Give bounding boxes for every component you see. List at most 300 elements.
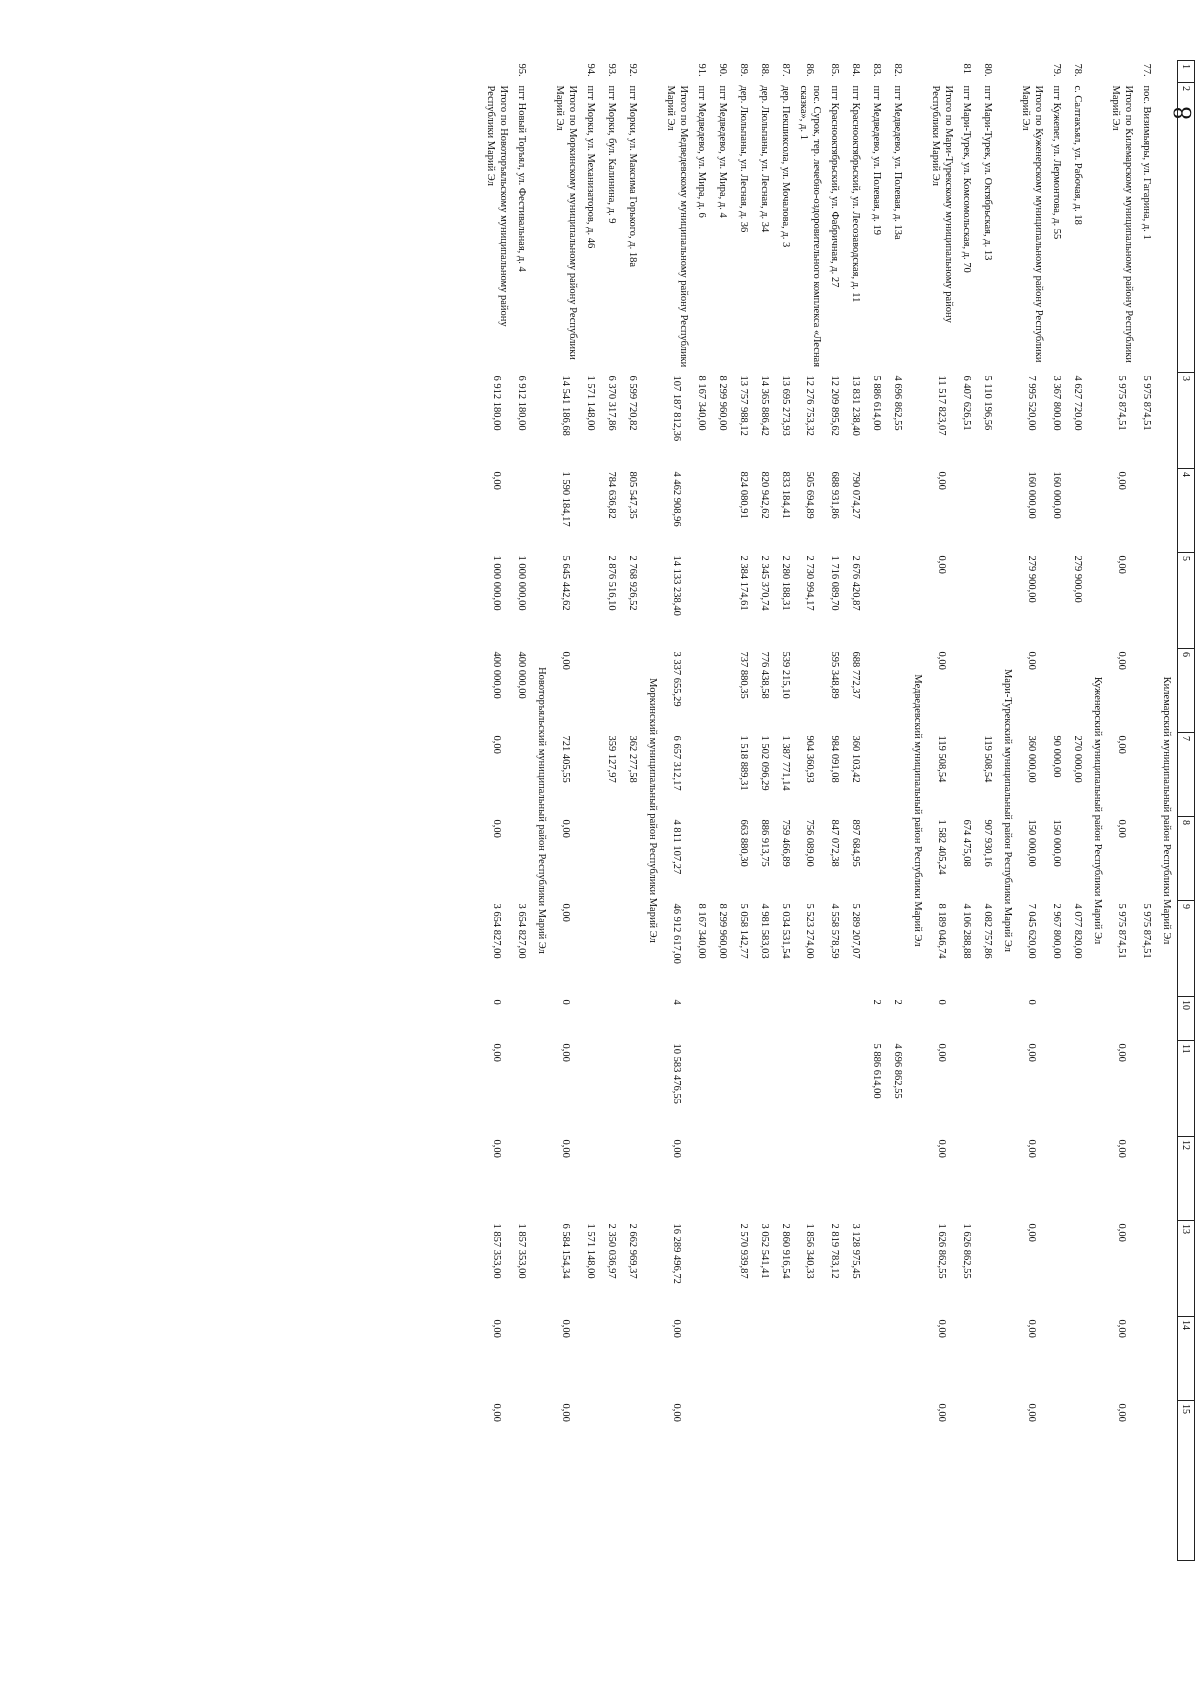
value-cell-col-3: 13 757 988,12	[738, 375, 749, 436]
district-total-row	[1018, 61, 1046, 1561]
table-row	[580, 61, 601, 1561]
value-cell-col-5: 279 900,00	[1072, 555, 1083, 603]
district-heading-row	[1088, 61, 1108, 1561]
value-cell-col-13: 3 052 541,41	[759, 1223, 770, 1279]
table-row	[601, 61, 622, 1561]
value-cell-col-10	[1067, 997, 1088, 1041]
value-cell-col-4: 160 000,00	[1051, 471, 1062, 519]
header-col-14: 14	[1178, 1317, 1195, 1401]
value-cell-col-14	[866, 1317, 887, 1401]
value-cell-col-14: 0,00	[1026, 1319, 1038, 1338]
value-cell-col-6: 595 348,89	[829, 651, 840, 699]
value-cell-col-14: 0,00	[491, 1319, 503, 1338]
value-cell-col-8	[1067, 817, 1088, 901]
value-cell-col-11	[956, 1041, 977, 1137]
value-cell-col-4	[956, 469, 977, 553]
value-cell-col-8: 756 089,00	[804, 819, 816, 867]
value-cell-col-4	[1136, 469, 1157, 553]
district-heading: Куженерский муниципальный район Республики Марий Эл	[1092, 676, 1104, 945]
value-cell-col-9	[580, 901, 601, 997]
header-col-4: 4	[1178, 469, 1195, 553]
value-cell-col-5	[956, 553, 977, 649]
value-cell-col-14: 0,00	[671, 1319, 683, 1338]
header-col-5: 5	[1178, 553, 1195, 649]
value-cell-col-15: 0,00	[491, 1403, 503, 1422]
value-cell-col-7: 0,00	[1116, 735, 1128, 754]
value-cell-col-8: 4 811 107,27	[671, 819, 683, 875]
value-cell-col-5	[1136, 553, 1157, 649]
value-cell-col-15: 0,00	[560, 1403, 572, 1422]
value-cell-col-8: 150 000,00	[1026, 819, 1038, 867]
value-cell-col-6	[1067, 649, 1088, 733]
table-header	[1178, 61, 1195, 1561]
address-cell: пгт Мари-Турек, ул. Комсомольская, д. 70	[961, 85, 972, 273]
address-cell: дер. Люльпаны, ул. Лесная, д. 34	[759, 85, 770, 233]
row-number: 86.	[804, 63, 816, 77]
value-cell-col-15: 0,00	[1026, 1403, 1038, 1422]
value-cell-col-15	[775, 1401, 796, 1561]
value-cell-col-8	[580, 817, 601, 901]
district-total-row	[663, 61, 691, 1561]
value-cell-col-15	[1046, 1401, 1067, 1561]
district-heading-row	[643, 61, 663, 1561]
value-cell-col-3: 13 695 273,93	[780, 375, 791, 436]
value-cell-col-9: 4 082 757,86	[982, 903, 993, 959]
value-cell-col-6: 539 215,10	[780, 651, 791, 699]
value-cell-col-15	[622, 1401, 643, 1561]
value-cell-col-10	[1108, 997, 1136, 1041]
value-cell-col-11: 0,00	[1026, 1043, 1038, 1062]
row-number: 87.	[780, 63, 791, 77]
value-cell-col-7: 359 127,97	[606, 735, 617, 783]
value-cell-col-6: 3 337 655,29	[671, 651, 683, 707]
value-cell-col-15: 0,00	[1116, 1403, 1128, 1422]
table-body	[483, 61, 1178, 1561]
value-cell-col-3: 8 167 340,00	[696, 375, 707, 431]
value-cell-col-9: 8 189 046,74	[936, 903, 948, 959]
value-cell-col-7	[580, 733, 601, 817]
value-cell-col-15	[1067, 1401, 1088, 1561]
value-cell-col-6: 776 438,58	[759, 651, 770, 699]
table-row	[796, 61, 824, 1561]
value-cell-col-14	[1046, 1317, 1067, 1401]
value-cell-col-10	[601, 997, 622, 1041]
row-number: 94.	[585, 63, 596, 77]
header-col-15: 15	[1178, 1401, 1195, 1561]
value-cell-col-13: 1 626 862,55	[961, 1223, 972, 1279]
value-cell-col-14: 0,00	[936, 1319, 948, 1338]
value-cell-col-14	[691, 1317, 712, 1401]
value-cell-col-3: 5 975 874,51	[1141, 375, 1152, 431]
address-cell: Итого по Моркинскому муниципальному району Республики Марий Эл	[554, 85, 578, 360]
value-cell-col-12	[824, 1137, 845, 1221]
value-cell-col-6: 688 772,37	[850, 651, 861, 699]
value-cell-col-9	[887, 901, 908, 997]
value-cell-col-5: 279 900,00	[1026, 555, 1038, 603]
value-cell-col-5	[977, 553, 998, 649]
value-cell-col-4: 4 462 908,96	[671, 471, 683, 527]
table-row	[1067, 61, 1088, 1561]
value-cell-col-13: 2 662 969,37	[627, 1223, 638, 1279]
row-number: 88.	[759, 63, 770, 77]
value-cell-col-10	[733, 997, 754, 1041]
value-cell-col-12	[1067, 1137, 1088, 1221]
value-cell-col-4: 805 547,35	[627, 471, 638, 519]
value-cell-col-4: 790 074,27	[850, 471, 861, 519]
address-cell: пгт Медведево, ул. Полевая, д. 19	[871, 85, 882, 236]
value-cell-col-14	[580, 1317, 601, 1401]
value-cell-col-7	[511, 733, 532, 817]
value-cell-col-12	[511, 1137, 532, 1221]
value-cell-col-4	[1067, 469, 1088, 553]
value-cell-col-3: 5 886 614,00	[871, 375, 882, 431]
table-row	[977, 61, 998, 1561]
value-cell-col-3: 8 299 960,00	[717, 375, 728, 431]
value-cell-col-9	[601, 901, 622, 997]
value-cell-col-10: 0	[1026, 999, 1038, 1005]
value-cell-col-8	[601, 817, 622, 901]
value-cell-col-15	[845, 1401, 866, 1561]
row-number: 85.	[829, 63, 840, 77]
value-cell-col-9: 4 106 288,88	[961, 903, 972, 959]
value-cell-col-6	[977, 649, 998, 733]
value-cell-col-6	[887, 649, 908, 733]
address-cell: пгт Кужener, ул. Лермонтова, д. 55	[1051, 85, 1062, 240]
value-cell-col-14	[845, 1317, 866, 1401]
value-cell-col-8: 0,00	[560, 819, 572, 838]
value-cell-col-7: 90 000,00	[1051, 735, 1062, 778]
value-cell-col-12: 0,00	[1026, 1139, 1038, 1158]
value-cell-col-12	[601, 1137, 622, 1221]
value-cell-col-14	[775, 1317, 796, 1401]
row-number: 82.	[892, 63, 903, 77]
value-cell-col-4	[977, 469, 998, 553]
district-total-row	[928, 61, 956, 1561]
table-row	[866, 61, 887, 1561]
address-cell: пгт Мари-Турек, ул. Октябрьская, д. 13	[982, 85, 993, 261]
value-cell-col-8	[622, 817, 643, 901]
value-cell-col-9: 5 034 531,54	[780, 903, 791, 959]
value-cell-col-12	[1136, 1137, 1157, 1221]
value-cell-col-6	[691, 649, 712, 733]
row-number: 95.	[516, 63, 527, 77]
value-cell-col-12	[622, 1137, 643, 1221]
address-cell: пгт Краснооктябрьский, ул. Лесозаводская, д. 11	[850, 85, 861, 303]
value-cell-col-3: 3 367 800,00	[1051, 375, 1062, 431]
value-cell-col-15	[580, 1401, 601, 1561]
table-row	[622, 61, 643, 1561]
value-cell-col-7: 984 091,08	[829, 735, 840, 783]
address-cell: пос. Визимьяры, ул. Гагарина, д. 1	[1141, 85, 1152, 240]
value-cell-col-12	[796, 1137, 824, 1221]
value-cell-col-9: 7 045 620,00	[1026, 903, 1038, 959]
value-cell-col-6: 0,00	[1116, 651, 1128, 670]
value-cell-col-15	[977, 1401, 998, 1561]
header-col-2: 2	[1178, 83, 1195, 373]
header-col-10: 10	[1178, 997, 1195, 1041]
value-cell-col-8: 1 582 405,24	[936, 819, 948, 875]
table-row	[754, 61, 775, 1561]
table-row	[887, 61, 908, 1561]
value-cell-col-9	[866, 901, 887, 997]
value-cell-col-3: 1 571 148,00	[585, 375, 596, 431]
value-cell-col-6	[712, 649, 733, 733]
value-cell-col-15: 0,00	[671, 1403, 683, 1422]
address-cell: Итого по Новоторъяльскому муниципальному району Республики Марий Эл	[485, 85, 509, 327]
value-cell-col-11	[1067, 1041, 1088, 1137]
value-cell-col-7	[866, 733, 887, 817]
table-row	[956, 61, 977, 1561]
value-cell-col-4: 0,00	[936, 471, 948, 490]
value-cell-col-11: 4 696 862,55	[892, 1043, 903, 1099]
value-cell-col-10	[956, 997, 977, 1041]
row-number	[928, 61, 956, 83]
row-number: 81	[961, 63, 972, 74]
value-cell-col-4: 1 590 184,17	[560, 471, 572, 527]
value-cell-col-5: 1 000 000,00	[516, 555, 527, 611]
district-heading-row	[908, 61, 928, 1561]
value-cell-col-8: 0,00	[1116, 819, 1128, 838]
district-heading: Медведевский муниципальный район Республики Марий Эл	[912, 674, 924, 947]
value-cell-col-11	[622, 1041, 643, 1137]
address-cell: дер. Люльпаны, ул. Лесная, д. 36	[738, 85, 749, 233]
value-cell-col-13	[887, 1221, 908, 1317]
value-cell-col-12	[866, 1137, 887, 1221]
value-cell-col-8: 897 684,95	[850, 819, 861, 867]
value-cell-col-4	[712, 469, 733, 553]
value-cell-col-4: 688 931,86	[829, 471, 840, 519]
value-cell-col-11	[580, 1041, 601, 1137]
value-cell-col-6: 737 880,35	[738, 651, 749, 699]
value-cell-col-7: 1 387 771,14	[780, 735, 791, 791]
value-cell-col-7: 360 000,00	[1026, 735, 1038, 783]
value-cell-col-12	[754, 1137, 775, 1221]
value-cell-col-10	[977, 997, 998, 1041]
table-row	[733, 61, 754, 1561]
value-cell-col-12	[956, 1137, 977, 1221]
row-number: 93.	[606, 63, 617, 77]
value-cell-col-9: 5 058 142,77	[738, 903, 749, 959]
value-cell-col-13: 2 350 036,97	[606, 1223, 617, 1279]
value-cell-col-13: 6 584 154,34	[560, 1223, 572, 1279]
value-cell-col-9: 5 975 874,51	[1116, 903, 1128, 959]
value-cell-col-5	[580, 553, 601, 649]
value-cell-col-9: 46 912 617,00	[671, 903, 683, 964]
value-cell-col-10	[1136, 997, 1157, 1041]
row-number: 78.	[1072, 63, 1083, 77]
value-cell-col-5: 14 133 238,40	[671, 555, 683, 616]
value-cell-col-13: 0,00	[1026, 1223, 1038, 1242]
row-number: 90.	[717, 63, 728, 77]
value-cell-col-4: 824 080,91	[738, 471, 749, 519]
value-cell-col-13	[691, 1221, 712, 1317]
value-cell-col-9: 0,00	[560, 903, 572, 922]
value-cell-col-14	[796, 1317, 824, 1401]
district-heading: Мари-Турекский муниципальный район Республики Марий Эл	[1002, 668, 1014, 953]
value-cell-col-6	[866, 649, 887, 733]
district-heading: Новоторъяльский муниципальный район Республики Марий Эл	[536, 667, 548, 954]
value-cell-col-7: 904 360,93	[804, 735, 816, 783]
value-cell-col-13: 3 128 975,45	[850, 1223, 861, 1279]
value-cell-col-4: 160 000,00	[1026, 471, 1038, 519]
value-cell-col-12: 0,00	[560, 1139, 572, 1158]
value-cell-col-12: 0,00	[671, 1139, 683, 1158]
value-cell-col-7: 0,00	[491, 735, 503, 754]
value-cell-col-10: 4	[671, 999, 683, 1005]
value-cell-col-15	[733, 1401, 754, 1561]
value-cell-col-13: 1 856 340,33	[804, 1223, 816, 1279]
value-cell-col-3: 4 627 720,00	[1072, 375, 1083, 431]
value-cell-col-9: 4 077 820,00	[1072, 903, 1083, 959]
value-cell-col-10	[580, 997, 601, 1041]
header-col-7: 7	[1178, 733, 1195, 817]
address-cell: Итого по Килемарскому муниципальному району Республики Марий Эл	[1110, 85, 1134, 363]
value-cell-col-3: 6 912 180,00	[516, 375, 527, 431]
value-cell-col-3: 6 912 180,00	[491, 375, 503, 431]
address-cell: пгт Морки, ул. Максима Горького, д. 18а	[627, 85, 638, 267]
value-cell-col-10	[796, 997, 824, 1041]
value-cell-col-15	[824, 1401, 845, 1561]
value-cell-col-15	[691, 1401, 712, 1561]
value-cell-col-5: 2 280 188,31	[780, 555, 791, 611]
value-cell-col-11	[712, 1041, 733, 1137]
value-cell-col-11	[796, 1041, 824, 1137]
value-cell-col-5: 0,00	[1116, 555, 1128, 574]
value-cell-col-13: 16 289 496,72	[671, 1223, 683, 1284]
value-cell-col-6	[601, 649, 622, 733]
row-number: 84.	[850, 63, 861, 77]
table-row	[1046, 61, 1067, 1561]
value-cell-col-8: 907 930,16	[982, 819, 993, 867]
address-cell: Итого по Мари-Турекскому муниципальному району Республики Марий Эл	[930, 85, 954, 323]
value-cell-col-4: 0,00	[1116, 471, 1128, 490]
value-cell-col-12	[733, 1137, 754, 1221]
value-cell-col-5: 2 768 926,52	[627, 555, 638, 611]
value-cell-col-5: 2 676 420,87	[850, 555, 861, 611]
value-cell-col-4	[866, 469, 887, 553]
district-heading-row	[998, 61, 1018, 1561]
address-cell: пгт Морки, ул. Механизаторов, д. 46	[585, 85, 596, 249]
row-number: 80.	[982, 63, 993, 77]
value-cell-col-10: 2	[871, 999, 882, 1005]
value-cell-col-9	[622, 901, 643, 997]
value-cell-col-8	[691, 817, 712, 901]
value-cell-col-8: 886 913,75	[759, 819, 770, 867]
value-cell-col-3: 7 995 520,00	[1026, 375, 1038, 431]
value-cell-col-13: 1 857 353,00	[516, 1223, 527, 1279]
value-cell-col-14	[977, 1317, 998, 1401]
district-total-row	[1108, 61, 1136, 1561]
value-cell-col-13: 1 626 862,55	[936, 1223, 948, 1279]
value-cell-col-3: 14 365 886,42	[759, 375, 770, 436]
header-col-1: 1	[1178, 61, 1195, 83]
row-number	[483, 61, 511, 83]
row-number	[663, 61, 691, 83]
header-col-8: 8	[1178, 817, 1195, 901]
value-cell-col-8	[866, 817, 887, 901]
value-cell-col-3: 4 696 862,55	[892, 375, 903, 431]
value-cell-col-7: 1 518 889,31	[738, 735, 749, 791]
value-cell-col-3: 6 370 317,86	[606, 375, 617, 431]
district-heading: Моркинский муниципальный район Республики Марий Эл	[647, 678, 659, 943]
value-cell-col-4	[887, 469, 908, 553]
value-cell-col-9: 3 654 827,00	[491, 903, 503, 959]
address-cell: дер. Пекшиксола, ул. Мочалова, д. 3	[780, 85, 791, 248]
value-cell-col-4: 820 942,62	[759, 471, 770, 519]
value-cell-col-12	[977, 1137, 998, 1221]
value-cell-col-9: 3 654 827,00	[516, 903, 527, 959]
value-cell-col-7	[1136, 733, 1157, 817]
value-cell-col-11: 0,00	[936, 1043, 948, 1062]
value-cell-col-14	[1136, 1317, 1157, 1401]
value-cell-col-6: 0,00	[1026, 651, 1038, 670]
value-cell-col-5: 5 645 442,62	[560, 555, 572, 611]
table-row	[824, 61, 845, 1561]
address-cell: пгт Медведево, ул. Мира, д. 6	[696, 85, 707, 218]
value-cell-col-3: 11 517 823,07	[936, 375, 948, 436]
value-cell-col-9: 4 558 578,59	[829, 903, 840, 959]
value-cell-col-11	[775, 1041, 796, 1137]
value-cell-col-3: 5 975 874,51	[1116, 375, 1128, 431]
value-cell-col-7: 6 657 312,17	[671, 735, 683, 791]
value-cell-col-10	[845, 997, 866, 1041]
value-cell-col-10	[824, 997, 845, 1041]
value-cell-col-13	[866, 1221, 887, 1317]
value-cell-col-5: 2 384 174,61	[738, 555, 749, 611]
address-cell: пос. Сурок, тер. лечебно-оздоровительного комплекса «Лесная сказка», д. 1	[798, 85, 822, 368]
address-cell: с. Салтакъял, ул. Рабочая, д. 18	[1072, 85, 1083, 225]
header-col-3: 3	[1178, 373, 1195, 469]
value-cell-col-8: 150 000,00	[1051, 819, 1062, 867]
value-cell-col-11: 0,00	[491, 1043, 503, 1062]
table-row	[775, 61, 796, 1561]
value-cell-col-12	[887, 1137, 908, 1221]
value-cell-col-4	[691, 469, 712, 553]
value-cell-col-3: 107 187 812,36	[671, 375, 683, 442]
value-cell-col-14	[601, 1317, 622, 1401]
value-cell-col-13	[1067, 1221, 1088, 1317]
value-cell-col-11	[977, 1041, 998, 1137]
value-cell-col-14	[1067, 1317, 1088, 1401]
value-cell-col-7: 362 277,58	[627, 735, 638, 783]
district-heading-row	[532, 61, 552, 1561]
value-cell-col-5: 1 000 000,00	[491, 555, 503, 611]
address-cell: пгт Краснооктябрьский, ул. Фабричная, д. 27	[829, 85, 840, 288]
value-cell-col-5: 2 730 994,17	[804, 555, 816, 611]
value-cell-col-4	[511, 469, 532, 553]
value-cell-col-5	[866, 553, 887, 649]
value-cell-col-8	[712, 817, 733, 901]
value-cell-col-10	[712, 997, 733, 1041]
value-cell-col-15	[1136, 1401, 1157, 1561]
district-heading-row	[1157, 61, 1178, 1561]
value-cell-col-13: 2 860 916,54	[780, 1223, 791, 1279]
value-cell-col-10	[691, 997, 712, 1041]
value-cell-col-5	[1046, 553, 1067, 649]
value-cell-col-14	[622, 1317, 643, 1401]
value-cell-col-3: 13 831 238,40	[850, 375, 861, 436]
address-cell: пгт Медведево, ул. Мира, д. 4	[717, 85, 728, 218]
value-cell-col-12	[845, 1137, 866, 1221]
value-cell-col-5	[712, 553, 733, 649]
value-cell-col-5	[691, 553, 712, 649]
row-number	[552, 61, 580, 83]
value-cell-col-9: 8 167 340,00	[696, 903, 707, 959]
budget-table	[483, 60, 1195, 1561]
value-cell-col-14	[733, 1317, 754, 1401]
value-cell-col-11	[754, 1041, 775, 1137]
district-total-row	[483, 61, 511, 1561]
